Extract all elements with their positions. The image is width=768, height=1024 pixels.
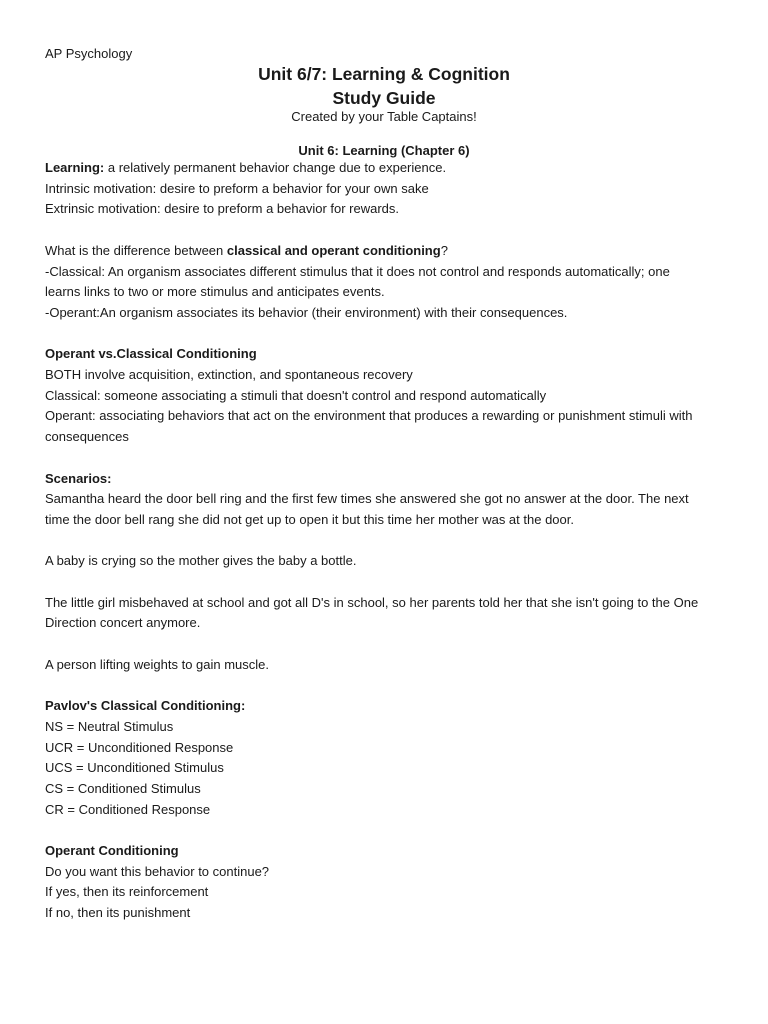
course-label: AP Psychology — [45, 46, 133, 61]
difference-question — [45, 241, 735, 262]
scenario-1-line2: time the door bell rang she did not get up to open it but this time her mother was at the door. — [45, 511, 574, 527]
pavlov-cr: CR = Conditioned Response — [45, 801, 211, 817]
pavlov-ns: NS = Neutral Stimulus — [45, 718, 174, 734]
scenarios-heading: Scenarios: — [45, 470, 112, 486]
section-heading: Unit 6: Learning (Chapter 6) — [298, 143, 470, 158]
question-bold: classical and operant conditioning — [226, 242, 441, 258]
classical-answer-line1: -Classical: An organism associates different stimulus that it does not control and responds automatically; one — [45, 263, 670, 279]
pavlov-cs: CS = Conditioned Stimulus — [45, 780, 201, 796]
intrinsic-definition: Intrinsic motivation: desire to preform a behavior for your own sake — [45, 180, 429, 196]
scenario-1-line1: Samantha heard the door bell ring and the first few times she answered she got no answer at the door. The next — [45, 491, 689, 507]
learning-term: Learning: — [45, 160, 105, 175]
vs-classical: Classical: someone associating a stimuli that doesn't control and respond automatically — [45, 387, 547, 403]
scenario-2: A baby is crying so the mother gives the baby a bottle. — [45, 553, 357, 569]
learning-definition — [45, 158, 735, 179]
pavlov-heading: Pavlov's Classical Conditioning: — [45, 698, 246, 714]
spacer — [45, 531, 735, 552]
spacer — [45, 324, 735, 345]
vs-operant-line2: consequences — [45, 429, 129, 445]
vs-operant-line1: Operant: associating behaviors that act on the environment that produces a rewarding or punishment stimuli with — [45, 408, 693, 424]
vs-heading: Operant vs.Classical Conditioning — [45, 346, 257, 362]
spacer — [45, 820, 735, 841]
document-body — [45, 158, 735, 924]
document-subtitle-title: Study Guide — [332, 88, 436, 108]
spacer — [45, 572, 735, 593]
question-prefix: What is the difference between — [45, 242, 227, 258]
learning-def: a relatively permanent behavior change due to experience. — [104, 160, 447, 175]
scenario-4: A person lifting weights to gain muscle. — [45, 656, 270, 672]
spacer — [45, 220, 735, 241]
spacer — [45, 634, 735, 655]
question-suffix: ? — [440, 242, 448, 258]
pavlov-ucr: UCR = Unconditioned Response — [45, 739, 234, 755]
credit-line: Created by your Table Captains! — [291, 109, 477, 124]
operant-yes: If yes, then its reinforcement — [45, 884, 209, 900]
operant-no: If no, then its punishment — [45, 905, 191, 921]
extrinsic-definition: Extrinsic motivation: desire to preform a behavior for rewards. — [45, 201, 400, 217]
vs-both: BOTH involve acquisition, extinction, and spontaneous recovery — [45, 367, 413, 382]
document-title: Unit 6/7: Learning & Cognition — [258, 64, 510, 84]
scenario-3-line2: Direction concert anymore. — [45, 615, 201, 631]
operant-answer: -Operant:An organism associates its behavior (their environment) with their consequences. — [45, 304, 568, 320]
operant-question: Do you want this behavior to continue? — [45, 863, 270, 879]
pavlov-ucs: UCS = Unconditioned Stimulus — [45, 760, 224, 776]
scenario-3-line1: The little girl misbehaved at school and got all D's in school, so her parents told her that she isn't going to the One — [45, 594, 699, 610]
spacer — [45, 675, 735, 696]
operant-heading: Operant Conditioning — [45, 843, 179, 859]
classical-answer-line2: learns links to two or more stimulus and anticipates events. — [45, 284, 385, 300]
spacer — [45, 448, 735, 469]
